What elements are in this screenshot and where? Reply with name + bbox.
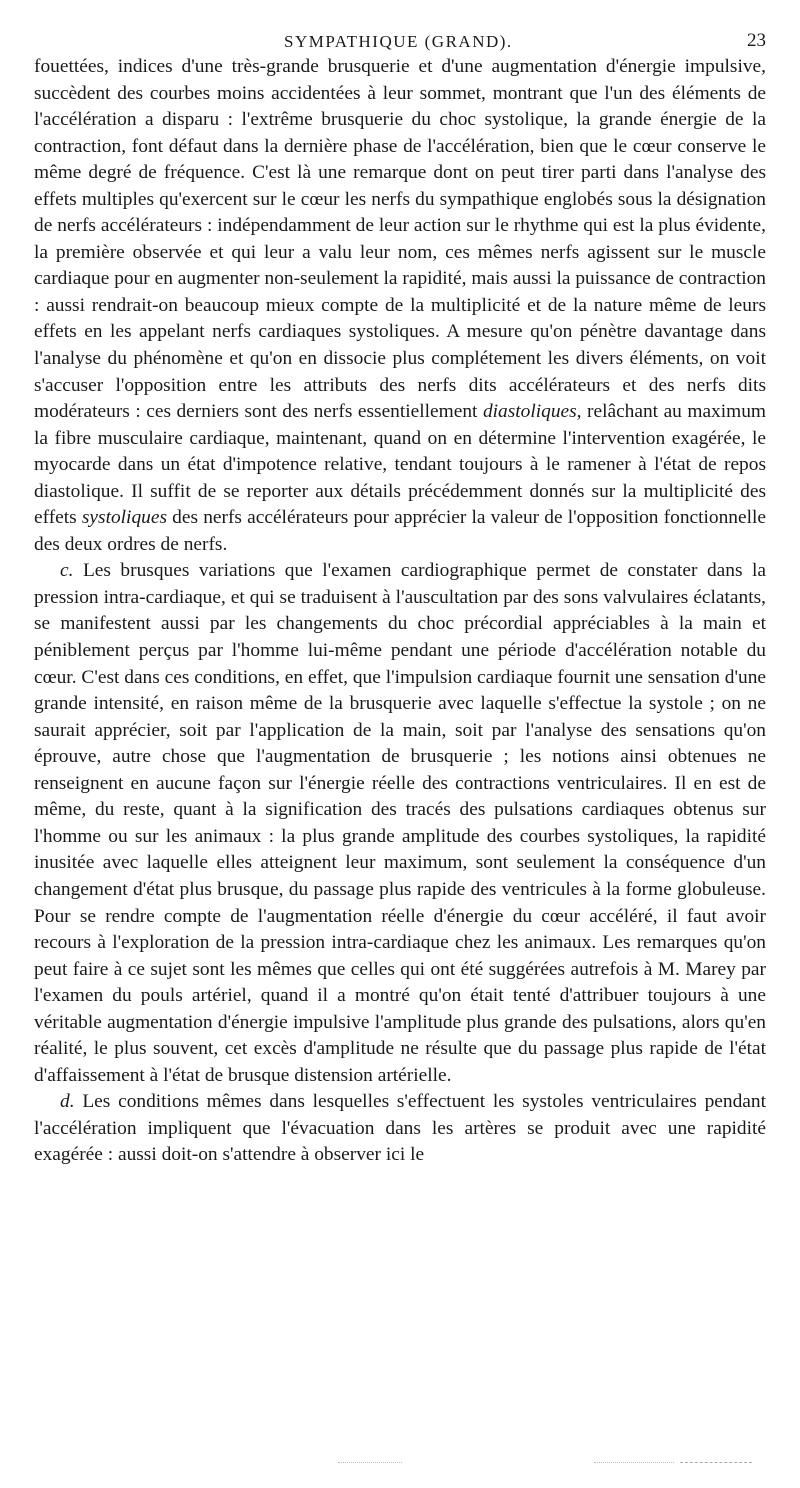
footer-dotted-mark [594, 1462, 674, 1467]
footer-dashed-mark [680, 1462, 752, 1467]
paragraph-text: , relâchant au maximum la fibre musculaire cardiaque, maintenant, quand on en détermine l'intervention exagérée, le myocarde dans un état d'impotence relative, tendant toujours à le ramener à l'état de repos diastolique. Il suffit de se reporter aux détails précédemment donnés sur la multiplicité des effets [34, 401, 767, 529]
page-header [34, 24, 766, 54]
paragraph-text: Les conditions mêmes dans lesquelles s'effectuent les systoles ventriculaires pendant l'accélération impliquent que l'évacuation dans les artères se produit avec une rapidité exagérée : aussi doit-on s'attendre à observer ici le [34, 1091, 766, 1166]
paragraph-d [34, 1089, 766, 1169]
emphasis-systoliques: systoliques [81, 507, 167, 529]
paragraph-text: fouettées, indices d'une très-grande brusquerie et d'une augmentation d'énergie impulsive, succèdent des courbes moins accidentées à leur sommet, montrant que l'un des éléments de l'accélération a disparu : l'extrême brusquerie du choc systolique, la grande énergie de la contraction, font défaut dans la dernière phase de l'accélération, bien que le cœur conserve le même degré de fréquence. C'est là une remarque dont on peut tirer parti dans l'analyse des effets multiples qu'exercent sur le cœur les nerfs du sympathique englobés sous la désignation de nerfs accélérateurs : indépendamment de leur action sur le rhythme qui est la plus évidente, la première observée et qui leur a valu leur nom, ces mêmes nerfs agissent sur le muscle cardiaque pour en augmenter non-seulement la rapidité, mais aussi la puissance de contraction : aussi rendrait-on beaucoup mieux compte de la multiplicité et de la nature même de leurs effets en les appelant nerfs cardiaques systoliques. A mesure qu'on pénètre davantage dans l'analyse du phénomène et qu'on en dissocie plus complétement les divers éléments, on voit s'accuser l'opposition entre les attributs des nerfs dits accélérateurs et des nerfs dits modérateurs : ces derniers sont des nerfs essentiellement [34, 56, 766, 423]
paragraph-c [34, 558, 766, 1089]
section-label-c: c. [60, 560, 74, 582]
paragraph-continuation [34, 54, 766, 558]
page-number: 23 [747, 30, 766, 51]
body-text [34, 54, 766, 1169]
paragraph-text: des nerfs accélérateurs pour apprécier la valeur de l'opposition fonctionnelle des deux ordres de nerfs. [34, 507, 766, 555]
paragraph-text: Les brusques variations que l'examen cardiographique permet de constater dans la pression intra-cardiaque, et qui se traduisent à l'auscultation par des sons valvulaires éclatants, se manifestent aussi par les changements du choc précordial appréciables à la main et péniblement perçus par l'homme lui-même pendant une période d'accélération notable du cœur. C'est dans ces conditions, en effet, que l'impulsion cardiaque fournit une sensation d'une grande intensité, en raison même de la brusquerie avec laquelle s'effectue la systole ; on ne saurait apprécier, soit par l'application de la main, soit par l'analyse des sensations qu'on éprouve, autre chose que l'augmentation de brusquerie ; les notions ainsi obtenues ne renseignent en aucune façon sur l'énergie réelle des contractions ventriculaires. Il en est de même, du reste, quant à la signification des tracés des pulsations cardiaques obtenus sur l'homme ou sur les animaux : la plus grande amplitude des courbes systoliques, la rapidité inusitée avec laquelle elles atteignent leur maximum, sont seulement la conséquence d'un changement d'état plus brusque, du passage plus rapide des ventricules à la forme globuleuse. Pour se rendre compte de l'augmentation réelle d'énergie du cœur accéléré, il faut avoir recours à l'exploration de la pression intra-cardiaque chez les animaux. Les remarques qu'on peut faire à ce sujet sont les mêmes que celles qui ont été suggérées autrefois à M. Marey par l'examen du pouls artériel, quand il a montré qu'on était tenté d'attribuer toujours à une véritable augmentation d'énergie impulsive l'amplitude plus grande des pulsations, alors qu'en réalité, le plus souvent, cet excès d'amplitude ne résulte que du passage plus rapide de l'état d'affaissement à l'état de brusque distension artérielle. [34, 560, 766, 1086]
section-label-d: d. [60, 1091, 75, 1113]
footer-dotted-mark [338, 1462, 402, 1467]
emphasis-diastoliques: diastoliques [482, 401, 577, 423]
document-page [34, 24, 766, 1169]
running-title: SYMPATHIQUE (GRAND). [284, 32, 513, 51]
